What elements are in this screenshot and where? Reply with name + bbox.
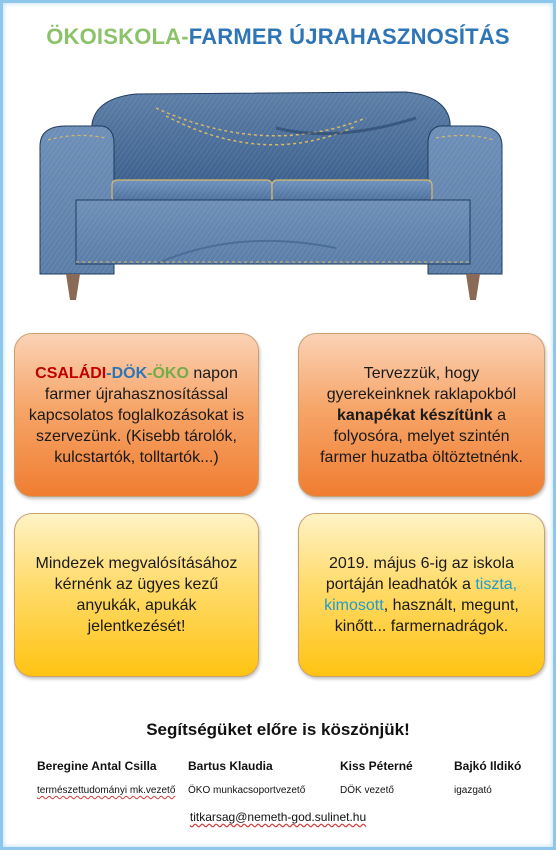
card-pallet-text-b: a folyosóra, melyet szintén farmer huzatba öltöztetnénk.: [320, 406, 523, 466]
signature-role-1-text: természettudományi mk.vezető: [37, 785, 176, 796]
page-title: [0, 24, 556, 50]
dash-2: -: [147, 364, 153, 382]
signature-role-3: DÖK vezető: [340, 785, 394, 796]
card-deadline-highlight: tiszta, kimosott: [324, 576, 518, 614]
signature-name-3: Kiss Péterné: [340, 759, 413, 773]
card-family-day-body: napon farmer újrahasznosítással kapcsolatos foglalkozásokat is szervezünk. (Kisebb tárolók, kulcstartók, tolltartók...): [28, 364, 245, 466]
signature-name-1: Beregine Antal Csilla: [37, 759, 157, 773]
title-farmer: FARMER ÚJRAHASZNOSÍTÁS: [188, 24, 510, 49]
card-deadline: [298, 513, 545, 677]
label-dok: DÖK: [111, 364, 148, 382]
label-oko: ÖKO: [152, 364, 189, 382]
card-pallet-sofas-text: [311, 363, 532, 468]
signature-name-4: Bajkó Ildikó: [454, 759, 522, 773]
card-deadline-text-b: , használt, megunt, kinőtt... farmernadrágok.: [334, 597, 519, 635]
signature-role-1: [37, 785, 175, 796]
dash-1: -: [106, 364, 112, 382]
signature-name-2: Bartus Klaudia: [188, 759, 273, 773]
card-deadline-text-a: 2019. május 6-ig az iskola portáján leadhatók a: [325, 555, 514, 593]
card-family-day-text: [27, 363, 246, 468]
label-csaladi: CSALÁDI: [35, 364, 107, 382]
signature-role-4: igazgató: [454, 785, 492, 796]
contact-email-text[interactable]: titkarsag@nemeth-god.sulinet.hu: [189, 810, 367, 824]
card-pallet-sofas: [298, 333, 545, 497]
thanks-text: Segítségüket előre is köszönjük!: [146, 720, 410, 739]
card-family-day: [14, 333, 259, 497]
signature-role-2: ÖKO munkacsoportvezető: [188, 785, 306, 796]
card-parents-call: [14, 513, 259, 677]
title-okoiskola: ÖKOISKOLA-: [46, 24, 189, 49]
card-pallet-text-a: Tervezzük, hogy gyerekeinknek raklapokból: [326, 364, 517, 403]
contact-email[interactable]: [0, 810, 556, 824]
card-deadline-text: [311, 553, 532, 637]
card-parents-text: Mindezek megvalósításához kérnénk az ügyes kezű anyukák, apukák jelentkezését!: [35, 555, 238, 635]
denim-sofa-image: [36, 88, 506, 302]
card-pallet-bold: kanapékat készítünk: [337, 406, 493, 424]
